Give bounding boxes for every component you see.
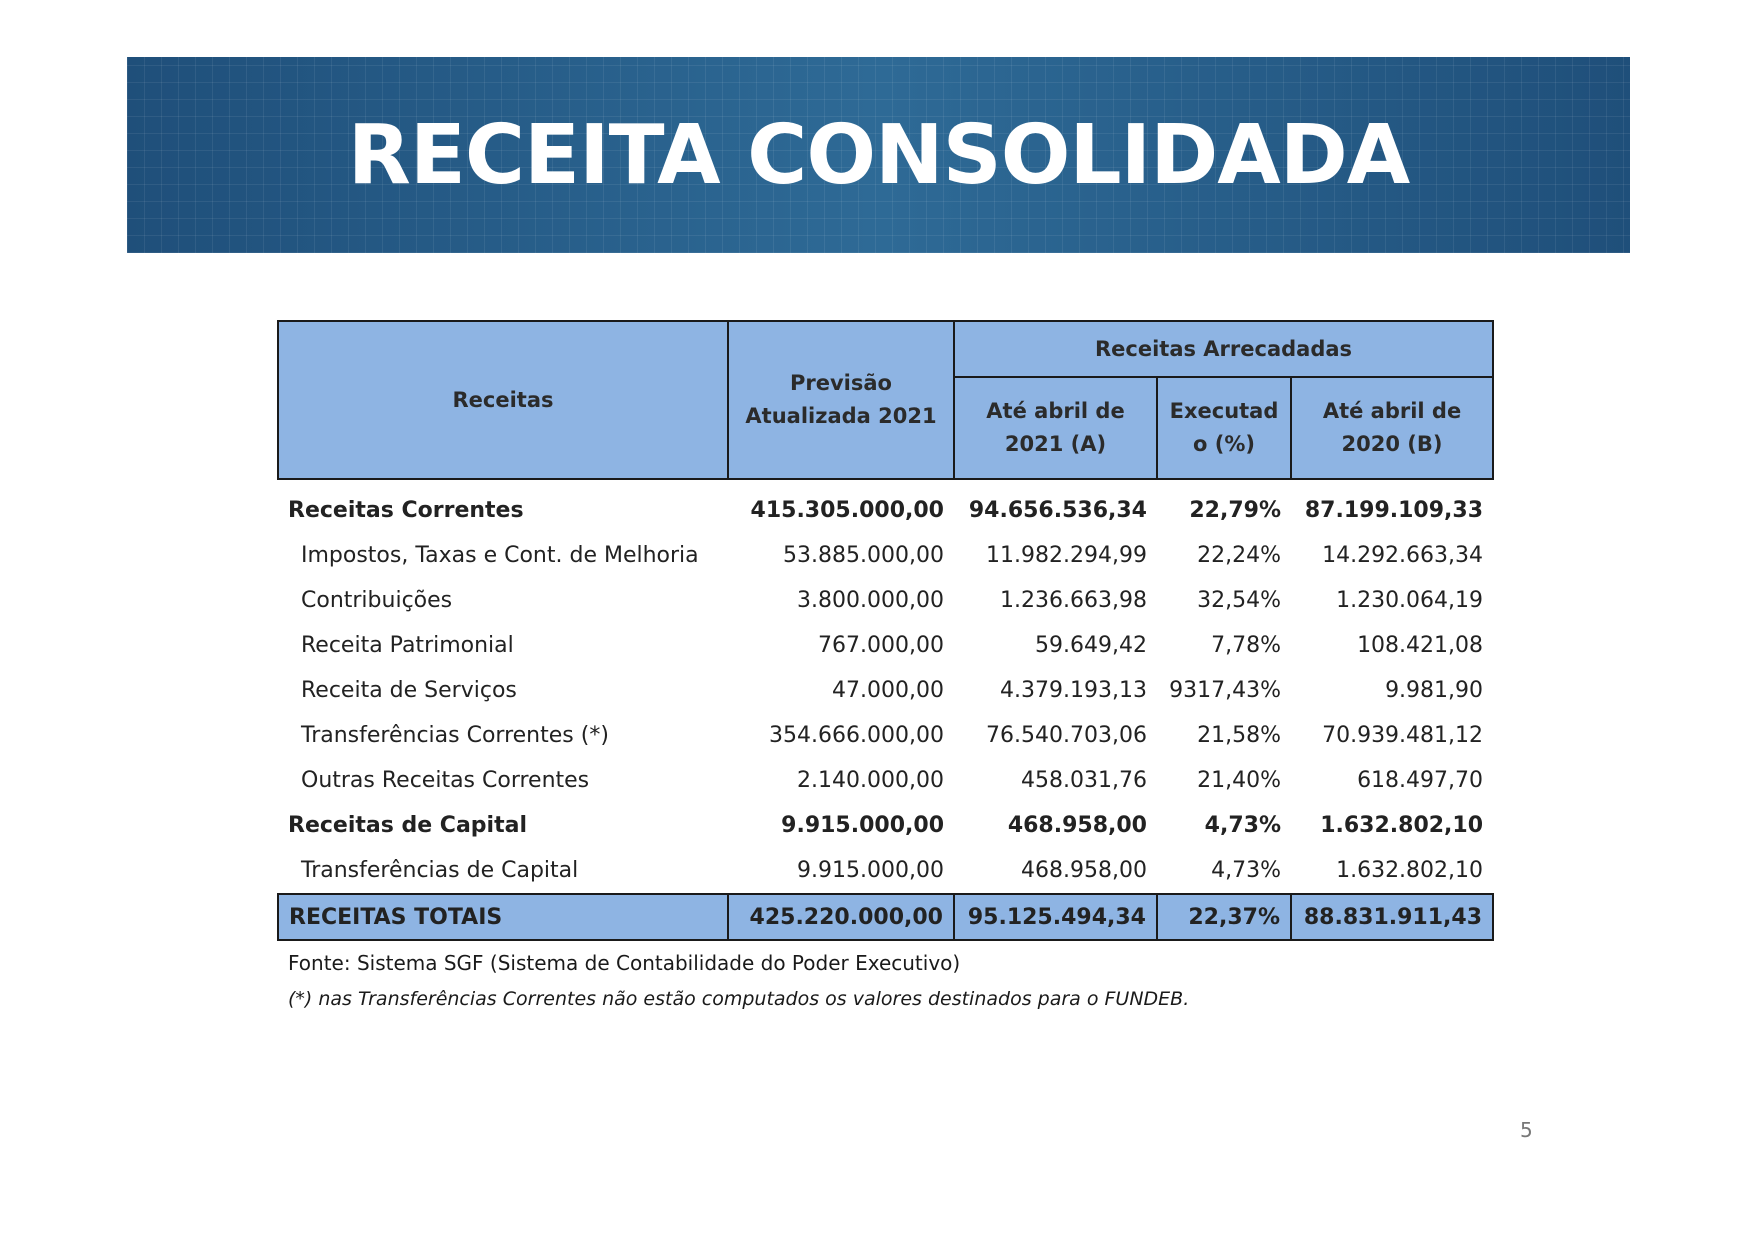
cell-ate-2021: 11.982.294,99 <box>986 543 1147 568</box>
cell-previsao: 354.666.000,00 <box>769 723 944 748</box>
cell-ate-2020: 618.497,70 <box>1357 768 1484 793</box>
table-row <box>278 848 1493 894</box>
table-row <box>278 578 1493 623</box>
header-receitas: Receitas <box>278 321 728 479</box>
cell-previsao: 767.000,00 <box>818 633 944 658</box>
cell-ate-2020: 1.632.802,10 <box>1336 858 1484 883</box>
cell-previsao: 9.915.000,00 <box>781 813 944 838</box>
table-row <box>278 713 1493 758</box>
cell-ate-2021: 76.540.703,06 <box>986 723 1147 748</box>
cell-ate-2021: 59.649,42 <box>1035 633 1147 658</box>
cell-ate-2020: 87.199.109,33 <box>1304 498 1484 523</box>
cell-ate-2021: 95.125.494,34 <box>954 894 1157 940</box>
cell-executado: 4,73% <box>1204 813 1281 838</box>
cell-executado: 21,40% <box>1197 768 1281 793</box>
cell-previsao: 9.915.000,00 <box>797 858 944 883</box>
row-label: Receitas Correntes <box>288 498 524 523</box>
row-label: Transferências de Capital <box>301 858 579 883</box>
cell-executado: 4,73% <box>1211 858 1281 883</box>
revenue-table-container <box>277 320 1492 1017</box>
cell-executado: 22,24% <box>1197 543 1281 568</box>
cell-ate-2021: 94.656.536,34 <box>968 498 1147 523</box>
cell-previsao: 53.885.000,00 <box>783 543 944 568</box>
footnote: (*) nas Transferências Correntes não estão computados os valores destinados para o FUNDEB. <box>288 988 1190 1010</box>
page-title: RECEITA CONSOLIDADA <box>347 107 1410 203</box>
page-number: 5 <box>1520 1118 1533 1142</box>
cell-ate-2021: 468.958,00 <box>1007 813 1147 838</box>
revenue-table <box>277 320 1494 941</box>
cell-previsao: 415.305.000,00 <box>750 498 944 523</box>
table-row <box>278 758 1493 803</box>
cell-ate-2021: 468.958,00 <box>1021 858 1147 883</box>
header-ate-abril-2021: Até abril de 2021 (A) <box>954 377 1157 479</box>
cell-previsao: 425.220.000,00 <box>728 894 954 940</box>
row-label: Transferências Correntes (*) <box>301 723 609 748</box>
cell-executado: 9317,43% <box>1169 678 1281 703</box>
header-previsao: Previsão Atualizada 2021 <box>728 321 954 479</box>
cell-ate-2020: 14.292.663,34 <box>1322 543 1484 568</box>
source-note: Fonte: Sistema SGF (Sistema de Contabilidade do Poder Executivo) <box>288 951 961 975</box>
cell-previsao: 2.140.000,00 <box>797 768 944 793</box>
row-label: RECEITAS TOTAIS <box>278 894 728 940</box>
table-row <box>278 533 1493 578</box>
header-receitas-arrecadadas: Receitas Arrecadadas <box>954 321 1493 377</box>
cell-previsao: 3.800.000,00 <box>797 588 944 613</box>
row-label: Receita Patrimonial <box>301 633 514 658</box>
row-label: Impostos, Taxas e Cont. de Melhoria <box>301 543 699 568</box>
row-label: Receitas de Capital <box>288 813 527 838</box>
cell-ate-2020: 70.939.481,12 <box>1322 723 1484 748</box>
header-ate-abril-2020: Até abril de 2020 (B) <box>1291 377 1493 479</box>
cell-executado: 22,79% <box>1189 498 1281 523</box>
cell-previsao: 47.000,00 <box>832 678 944 703</box>
row-label: Outras Receitas Correntes <box>301 768 590 793</box>
cell-ate-2020: 1.230.064,19 <box>1336 588 1484 613</box>
cell-ate-2020: 9.981,90 <box>1385 678 1484 703</box>
table-row <box>278 668 1493 713</box>
cell-ate-2020: 1.632.802,10 <box>1320 813 1484 838</box>
title-banner <box>127 57 1630 253</box>
row-label: Receita de Serviços <box>301 678 517 703</box>
cell-ate-2021: 1.236.663,98 <box>1000 588 1147 613</box>
cell-executado: 22,37% <box>1157 894 1291 940</box>
cell-ate-2021: 4.379.193,13 <box>1000 678 1147 703</box>
row-label: Contribuições <box>301 588 453 613</box>
cell-executado: 21,58% <box>1197 723 1281 748</box>
table-row-total <box>278 894 1493 940</box>
table-row <box>278 623 1493 668</box>
table-row <box>278 803 1493 848</box>
cell-executado: 7,78% <box>1211 633 1281 658</box>
cell-ate-2020: 108.421,08 <box>1357 633 1484 658</box>
header-executado: Executad o (%) <box>1157 377 1291 479</box>
cell-ate-2020: 88.831.911,43 <box>1291 894 1493 940</box>
table-notes <box>277 945 1492 1017</box>
table-row <box>278 479 1493 533</box>
cell-executado: 32,54% <box>1197 588 1281 613</box>
cell-ate-2021: 458.031,76 <box>1021 768 1147 793</box>
